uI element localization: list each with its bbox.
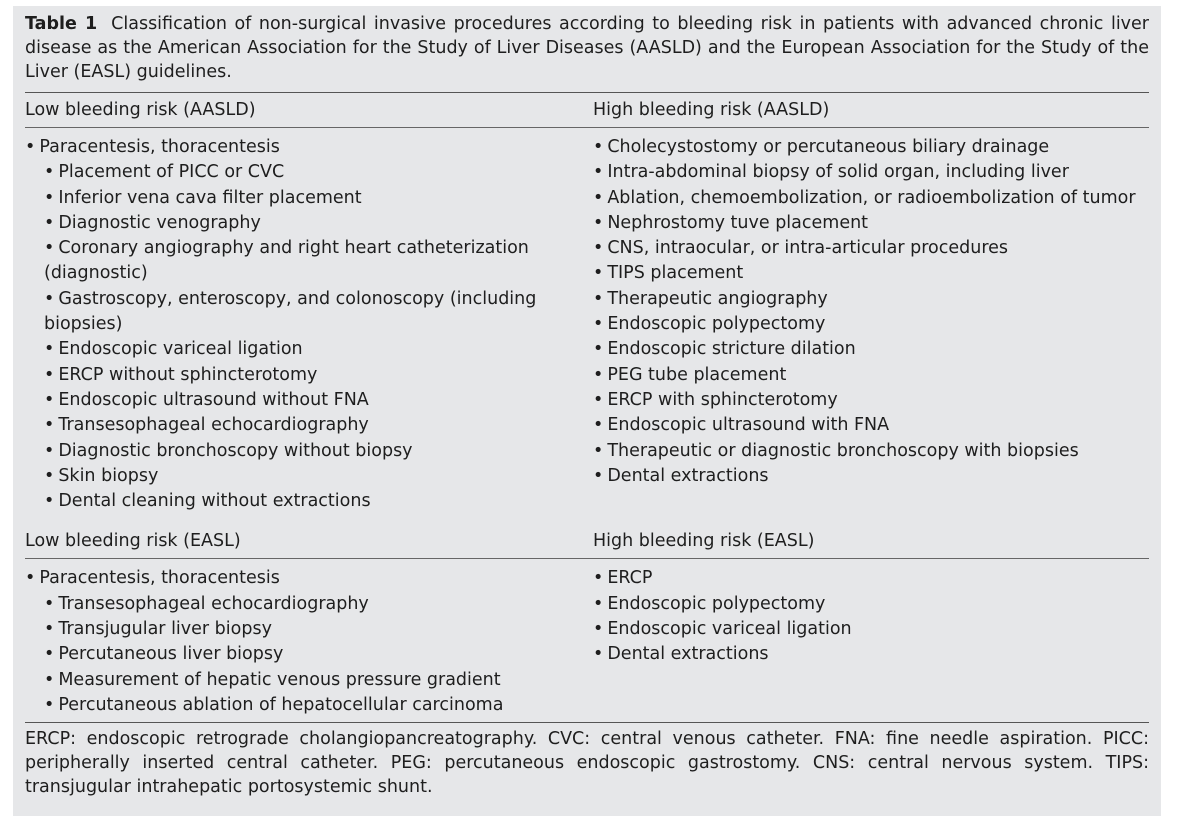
- list-item: • Therapeutic or diagnostic bronchoscopy with biopsies: [593, 440, 1079, 461]
- low-risk-easl-header: Low bleeding risk (EASL): [25, 531, 241, 552]
- list-item: • Transesophageal echocardiography: [44, 593, 369, 614]
- list-item: • Endoscopic polypectomy: [593, 593, 826, 614]
- list-item: • Paracentesis, thoracentesis: [25, 568, 280, 589]
- list-item: • Endoscopic variceal ligation: [593, 619, 852, 640]
- list-item: • Transesophageal echocardiography: [44, 415, 369, 436]
- list-item: • Percutaneous liver biopsy: [44, 644, 284, 665]
- table-label: Table 1: [25, 14, 98, 34]
- list-item: • CNS, intraocular, or intra-articular procedures: [593, 238, 1009, 259]
- list-item: • ERCP with sphincterotomy: [593, 389, 838, 410]
- high-risk-aasld-header: High bleeding risk (AASLD): [593, 100, 830, 120]
- high-risk-aasld-list: [593, 135, 1149, 514]
- list-item: • Cholecystostomy or percutaneous biliary drainage: [593, 137, 1050, 157]
- list-item: • Dental extractions: [593, 644, 769, 665]
- list-item: • Diagnostic venography: [44, 212, 261, 233]
- list-item: • Skin biopsy: [44, 465, 159, 486]
- list-item: • Nephrostomy tuve placement: [593, 212, 869, 233]
- list-item: • Paracentesis, thoracentesis: [25, 137, 280, 157]
- list-item: • TIPS placement: [593, 263, 744, 284]
- list-item: • Diagnostic bronchoscopy without biopsy: [44, 440, 413, 461]
- aasld-body-row: [25, 128, 1149, 514]
- list-item: • Endoscopic polypectomy: [593, 314, 826, 335]
- list-item: • ERCP: [593, 568, 653, 589]
- list-item: • PEG tube placement: [593, 364, 787, 385]
- list-item: • Endoscopic stricture dilation: [593, 339, 856, 360]
- list-item: • Inferior vena cava filter placement: [44, 187, 362, 208]
- list-item: • Therapeutic angiography: [593, 288, 828, 309]
- low-risk-easl-list: [25, 566, 593, 718]
- list-item: • Endoscopic ultrasound with FNA: [593, 415, 890, 436]
- list-item: • Coronary angiography and right heart catheterization (diagnostic): [44, 238, 529, 284]
- list-item: • Percutaneous ablation of hepatocellular carcinoma: [44, 694, 504, 715]
- list-item: • Dental cleaning without extractions: [44, 491, 371, 512]
- high-risk-easl-header: High bleeding risk (EASL): [593, 531, 815, 552]
- table-footnote: ERCP: endoscopic retrograde cholangiopancreatography. CVC: central venous catheter. FNA: fine needle aspiration. PICC: peripherally inserted central catheter. PEG: percutaneous endoscopic gastrostomy. CNS: central nervous system. TIPS: transjugular intrahepatic portosystemic shunt.: [25, 729, 1149, 798]
- list-item: • Endoscopic variceal ligation: [44, 339, 303, 360]
- list-item: • ERCP without sphincterotomy: [44, 364, 318, 385]
- easl-header-row: [25, 524, 1149, 558]
- list-item: • Gastroscopy, enteroscopy, and colonoscopy (including biopsies): [44, 288, 537, 335]
- list-item: • Measurement of hepatic venous pressure gradient: [44, 669, 501, 690]
- list-item: • Placement of PICC or CVC: [44, 162, 285, 183]
- high-risk-easl-list: [593, 566, 1149, 718]
- list-item: • Ablation, chemoembolization, or radioembolization of tumor: [593, 187, 1136, 208]
- low-risk-aasld-list: [25, 135, 593, 514]
- list-item: • Dental extractions: [593, 465, 769, 486]
- caption-text: Classification of non-surgical invasive procedures according to bleeding risk in patients with advanced chronic liver disease as the American Association for the Study of Liver Diseases (AASLD) and the European Association for the Study of the Liver (EASL) guidelines.: [25, 14, 1149, 82]
- list-item: • Transjugular liver biopsy: [44, 619, 272, 640]
- easl-body-row: [25, 559, 1149, 718]
- table-caption: [25, 12, 1149, 84]
- low-risk-aasld-header: Low bleeding risk (AASLD): [25, 100, 256, 120]
- aasld-header-row: [25, 93, 1149, 127]
- list-item: • Endoscopic ultrasound without FNA: [44, 389, 369, 410]
- table-container: [13, 6, 1161, 816]
- list-item: • Intra-abdominal biopsy of solid organ, including liver: [593, 162, 1069, 183]
